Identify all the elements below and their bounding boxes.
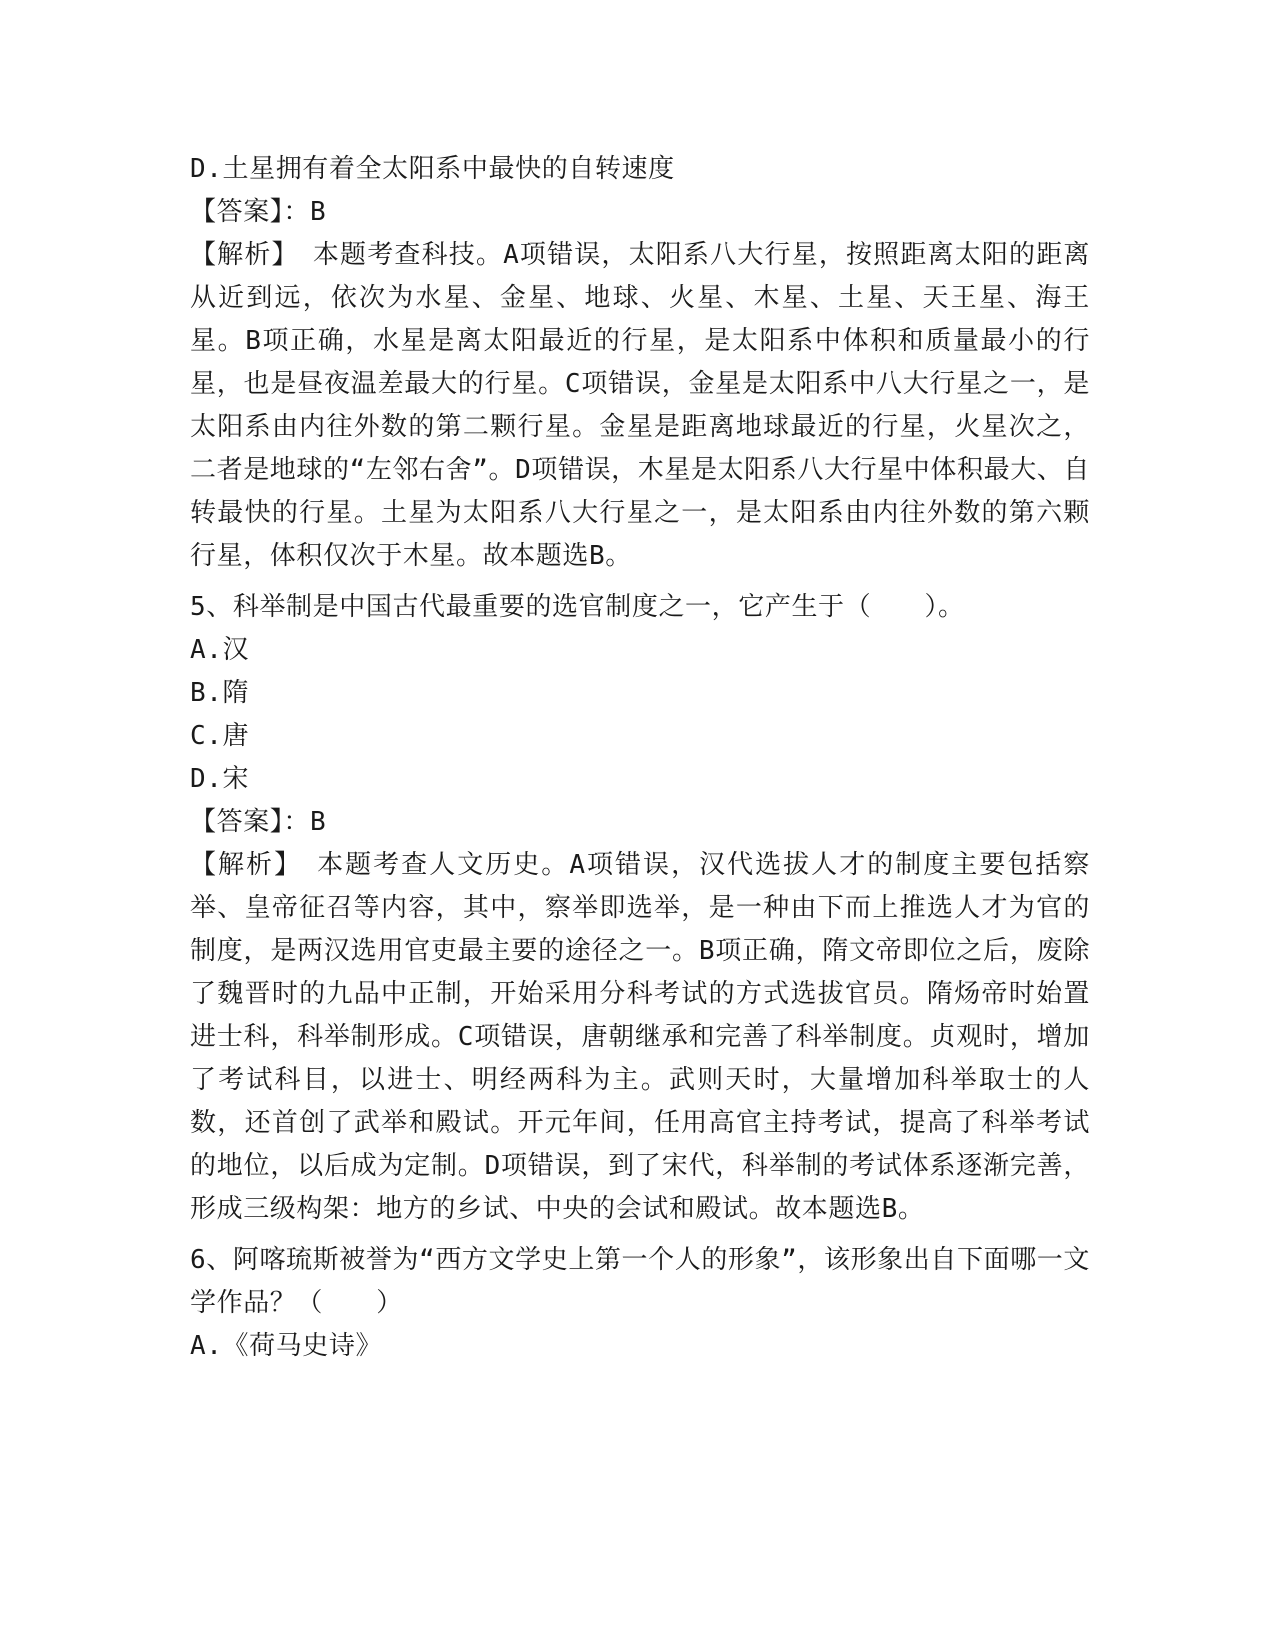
q4-analysis: 【解析】 本题考查科技。A项错误，太阳系八大行星，按照距离太阳的距离从近到远，依次为水星、金星、地球、火星、木星、土星、天王星、海王星。B项正确，水星是离太阳最近的行星，是太阳系中体积和质量最小的行星，也是昼夜温差最大的行星。C项错误，金星是太阳系中八大行星之一，是太阳系由内往外数的第二颗行星。金星是距离地球最近的行星，火星次之，二者是地球的“左邻右舍”。D项错误，木星是太阳系八大行星中体积最大、自转最快的行星。土星为太阳系八大行星之一，是太阳系由内往外数的第六颗行星，体积仅次于木星。故本题选B。 — [190, 240, 1090, 571]
q4-answer: 【答案】：B — [190, 197, 327, 227]
q5-option-c: C.唐 — [190, 721, 250, 751]
q4-option-d: D.土星拥有着全太阳系中最快的自转速度 — [190, 154, 675, 184]
q5-option-d: D.宋 — [190, 764, 250, 794]
q5-option-b: B.隋 — [190, 678, 250, 708]
q6-stem: 6、阿喀琉斯被誉为“西方文学史上第一个人的形象”，该形象出自下面哪一文学作品？（ ） — [190, 1245, 1090, 1318]
q5-stem: 5、科举制是中国古代最重要的选官制度之一，它产生于（ ）。 — [190, 592, 965, 622]
q5-analysis: 【解析】 本题考查人文历史。A项错误，汉代选拔人才的制度主要包括察举、皇帝征召等内容，其中，察举即选举，是一种由下而上推选人才为官的制度，是两汉选用官吏最主要的途径之一。B项正确，隋文帝即位之后，废除了魏晋时的九品中正制，开始采用分科考试的方式选拔官员。隋炀帝时始置进士科，科举制形成。C项错误，唐朝继承和完善了科举制度。贞观时，增加了考试科目，以进士、明经两科为主。武则天时，大量增加科举取士的人数，还首创了武举和殿试。开元年间，任用高官主持考试，提高了科举考试的地位，以后成为定制。D项错误，到了宋代，科举制的考试体系逐渐完善，形成三级构架：地方的乡试、中央的会试和殿试。故本题选B。 — [190, 850, 1090, 1224]
q6-option-a: A.《荷马史诗》 — [190, 1331, 383, 1361]
q5-answer: 【答案】：B — [190, 807, 327, 837]
q5-option-a: A.汉 — [190, 635, 250, 665]
document-page — [190, 148, 1090, 1368]
